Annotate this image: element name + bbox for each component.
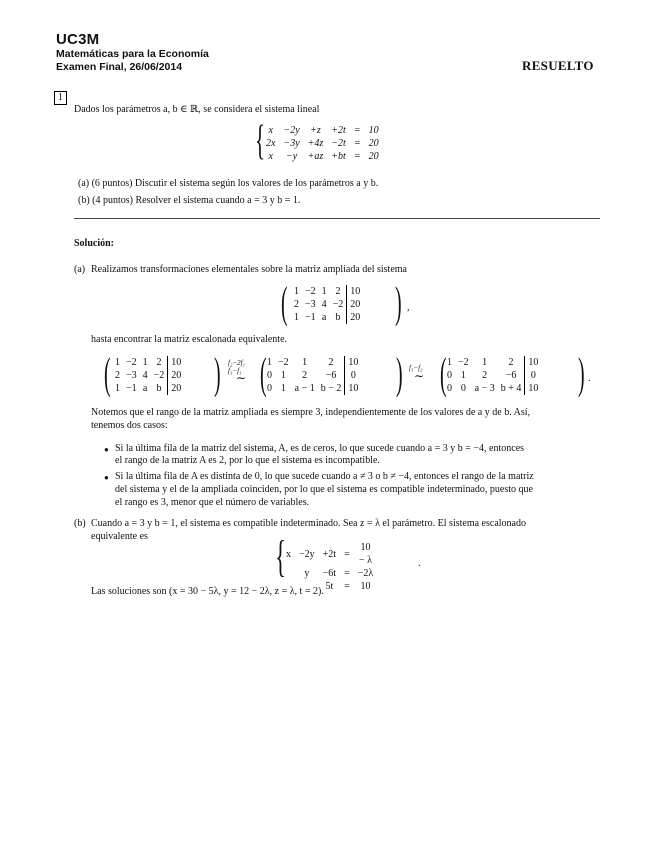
reduce-text: hasta encontrar la matriz escalonada equivalente. <box>91 334 288 345</box>
course-name: Matemáticas para la Economía <box>56 48 209 60</box>
matrix-cell: b <box>156 383 162 394</box>
matrix-cell: −6t <box>322 568 337 579</box>
matrix-cell <box>282 567 295 580</box>
matrix-cell: x <box>268 125 273 136</box>
matrix-cell: 1 <box>294 286 299 297</box>
matrix-cell: 10 − λ <box>358 542 372 566</box>
matrix-row <box>291 298 363 311</box>
matrix-cell: −3 <box>305 299 316 310</box>
matrix-cell: 2 <box>328 357 334 368</box>
matrix-cell: 10 <box>525 382 542 395</box>
matrix-row <box>112 369 184 382</box>
matrix-cell: a − 3 <box>474 383 495 394</box>
op-f3-minus-f2: f₃−f₂ <box>409 364 423 372</box>
matrix-cell: 5t <box>325 581 334 592</box>
bullet1-line2: el rango de la matriz A es 2, por lo que el sistema es incompatible. <box>115 455 380 466</box>
matrix-cell: −2 <box>332 299 344 310</box>
bullet-marker: ● <box>104 445 109 454</box>
matrix-cell: 1 <box>142 357 148 368</box>
matrix-cell: 0 <box>447 383 452 394</box>
matrix-cell: 0 <box>267 370 272 381</box>
matrix-cell: +z <box>310 125 321 136</box>
equivalence-tilde: ∼ <box>236 371 247 385</box>
solution-result: Las soluciones son (x = 30 − 5λ, y = 12 − 2λ, z = λ, t = 2). <box>91 586 324 597</box>
matrix-cell: 2 <box>156 357 162 368</box>
system-brace: { <box>275 532 286 581</box>
problem-intro: Dados los parámetros a, b ∈ ℝ, se considera el sistema lineal <box>74 104 320 115</box>
matrix-cell: 20 <box>347 311 364 324</box>
matrix-cell: x <box>286 548 291 560</box>
matrix-cell: = <box>353 125 361 136</box>
matrix-cell: = <box>344 548 350 560</box>
matrix-cell: −2y <box>299 548 315 560</box>
matrix-row <box>264 369 361 382</box>
solution-heading: Solución: <box>74 238 115 249</box>
matrix-cell: +az <box>307 151 324 162</box>
bullet-marker: ● <box>104 473 109 482</box>
matrix-row <box>262 137 383 150</box>
matrix-comma: , <box>407 302 410 313</box>
left-paren: ( <box>104 349 111 398</box>
matrix-cell: +bt <box>331 151 346 162</box>
matrix-cell: +2t <box>331 125 346 136</box>
matrix-row <box>112 356 184 369</box>
solution-b-line1: Cuando a = 3 y b = 1, el sistema es compatible indeterminado. Sea z = λ el parámetro. El sistema escalonado <box>91 518 526 529</box>
matrix-cell: −2 <box>458 357 469 368</box>
op-f2-minus-2f1: f₂−2f₁ <box>228 359 245 367</box>
matrix-cell: +2t <box>322 548 337 560</box>
bullet2-line3: el rango es 3, menor que el número de variables. <box>115 497 310 508</box>
matrix-cell: a − 1 <box>294 383 315 394</box>
problem-part-a: (a) (6 puntos) Discutir el sistema según los valores de los parámetros a y b. <box>78 178 379 189</box>
matrix-cell: −6 <box>325 370 337 381</box>
bullet2-line1: Si la última fila de A es distinta de 0, lo que sucede cuando a ≠ 3 o b ≠ −4, entonces el rango de la matriz <box>115 471 534 482</box>
matrix-cell: 1 <box>321 286 327 297</box>
matrix-cell: −2 <box>305 286 316 297</box>
step1-matrix <box>264 356 361 395</box>
matrix-cell: 20 <box>368 138 379 149</box>
note-line-1: Notemos que el rango de la matriz ampliada es siempre 3, independientemente de los valores de a y de b. Así, <box>91 407 531 418</box>
matrix-cell: −2 <box>126 357 137 368</box>
left-paren: ( <box>440 349 447 398</box>
matrix-cell: 10 <box>525 356 542 369</box>
matrix-row <box>282 541 377 567</box>
row-reduction <box>104 349 604 402</box>
matrix-cell: 1 <box>267 357 272 368</box>
matrix-cell: 1 <box>460 370 466 381</box>
system-brace: { <box>255 118 266 164</box>
matrix-cell: 20 <box>168 382 185 395</box>
matrix-cell: −6 <box>505 370 517 381</box>
chain-end-period: . <box>588 373 591 384</box>
matrix-cell: 0 <box>525 369 542 382</box>
status-label: RESUELTO <box>522 58 594 73</box>
matrix-cell: 1 <box>115 357 120 368</box>
matrix-cell: −1 <box>305 312 316 323</box>
matrix-cell: −1 <box>126 383 137 394</box>
matrix-cell: 20 <box>347 298 364 311</box>
matrix-row <box>262 150 383 163</box>
matrix-cell: 1 <box>115 383 120 394</box>
system-end-period: . <box>418 558 421 569</box>
matrix-cell: 4 <box>142 370 148 381</box>
note-line-2: tenemos dos casos: <box>91 420 168 431</box>
matrix-cell: b + 4 <box>500 383 522 394</box>
left-paren: ( <box>260 349 267 398</box>
matrix-cell: b <box>335 312 341 323</box>
matrix-row <box>112 382 184 395</box>
matrix-cell: 0 <box>267 383 272 394</box>
matrix-cell: −2λ <box>357 568 374 579</box>
matrix-cell: −2t <box>331 138 346 149</box>
solution-a-label: (a) <box>74 264 86 275</box>
matrix-row <box>264 382 361 395</box>
matrix-cell: 10 <box>345 356 362 369</box>
matrix-cell: −3 <box>126 370 137 381</box>
matrix-cell: 2 <box>482 370 488 381</box>
matrix-cell: x <box>268 151 273 162</box>
matrix-cell: −3y <box>283 138 300 149</box>
system-table <box>262 124 383 163</box>
bullet2-line2: del sistema y el de la ampliada coinciden, por lo que el sistema es compatible indeterminado, puesto que <box>115 484 533 495</box>
matrix-cell: 2 <box>302 370 308 381</box>
matrix-cell: 10 <box>347 285 364 298</box>
matrix-cell: 10 <box>368 125 379 136</box>
matrix-cell: 2 <box>508 357 514 368</box>
right-paren: ) <box>578 349 585 398</box>
exam-date: Examen Final, 26/06/2014 <box>56 61 183 73</box>
problem-part-b: (b) (4 puntos) Resolver el sistema cuando a = 3 y b = 1. <box>78 195 301 206</box>
matrix-cell: 10 <box>345 382 362 395</box>
right-paren: ) <box>395 278 402 327</box>
solution-b-line2: equivalente es <box>91 531 148 542</box>
divider <box>74 218 600 219</box>
matrix-cell: 4 <box>321 299 327 310</box>
matrix-cell: −2 <box>278 357 289 368</box>
left-paren: ( <box>281 278 288 327</box>
matrix-cell: 10 <box>168 356 185 369</box>
matrix-cell: 2 <box>115 370 120 381</box>
matrix-row <box>291 285 363 298</box>
matrix-cell: 10 <box>360 581 371 592</box>
problem-number-box: 1 <box>54 91 67 105</box>
matrix-cell: −y <box>285 151 298 162</box>
matrix-cell: b − 2 <box>320 383 342 394</box>
matrix-row <box>444 369 541 382</box>
solution-b-label: (b) <box>74 518 86 529</box>
right-paren: ) <box>214 349 221 398</box>
matrix-cell: 2x <box>266 138 276 149</box>
matrix-row <box>444 356 541 369</box>
matrix-cell: = <box>344 581 350 592</box>
matrix-cell: −2y <box>283 125 300 136</box>
bullet1-line1: Si la última fila de la matriz del sistema, A, es de ceros, lo que sucede cuando a = 3 y b = −4, entonces <box>115 443 525 454</box>
matrix-row <box>444 382 541 395</box>
matrix-cell: 1 <box>447 357 452 368</box>
right-paren: ) <box>396 349 403 398</box>
matrix-cell: a <box>321 312 327 323</box>
matrix-cell: 0 <box>460 383 466 394</box>
solution-a-intro: Realizamos transformaciones elementales sobre la matriz ampliada del sistema <box>91 264 407 275</box>
matrix-cell: 2 <box>335 286 341 297</box>
op-f3-minus-f1: f₃−f₁ <box>228 367 242 375</box>
matrix-row <box>291 311 363 324</box>
matrix-cell: 1 <box>482 357 488 368</box>
matrix-cell: 2 <box>294 299 299 310</box>
matrix-cell: = <box>353 138 361 149</box>
matrix-row <box>262 124 383 137</box>
equivalence-tilde: ∼ <box>414 369 425 383</box>
matrix-cell: 1 <box>294 312 299 323</box>
matrix-cell: 20 <box>368 151 379 162</box>
original-matrix <box>112 356 184 395</box>
matrix-cell: 0 <box>447 370 452 381</box>
matrix-cell: 1 <box>302 357 308 368</box>
matrix-row <box>264 356 361 369</box>
step2-matrix <box>444 356 541 395</box>
augmented-table <box>291 285 363 324</box>
matrix-cell: = <box>344 568 350 579</box>
matrix-cell: a <box>142 383 148 394</box>
institution-title: UC3M <box>56 31 100 48</box>
matrix-cell: 20 <box>168 369 185 382</box>
matrix-cell: +4z <box>307 138 324 149</box>
matrix-cell: = <box>353 151 361 162</box>
matrix-cell: y <box>304 568 310 579</box>
matrix-cell: 1 <box>280 383 286 394</box>
matrix-row <box>282 567 377 580</box>
matrix-cell: 0 <box>345 369 362 382</box>
matrix-cell: −2 <box>153 370 165 381</box>
matrix-cell: 1 <box>280 370 286 381</box>
